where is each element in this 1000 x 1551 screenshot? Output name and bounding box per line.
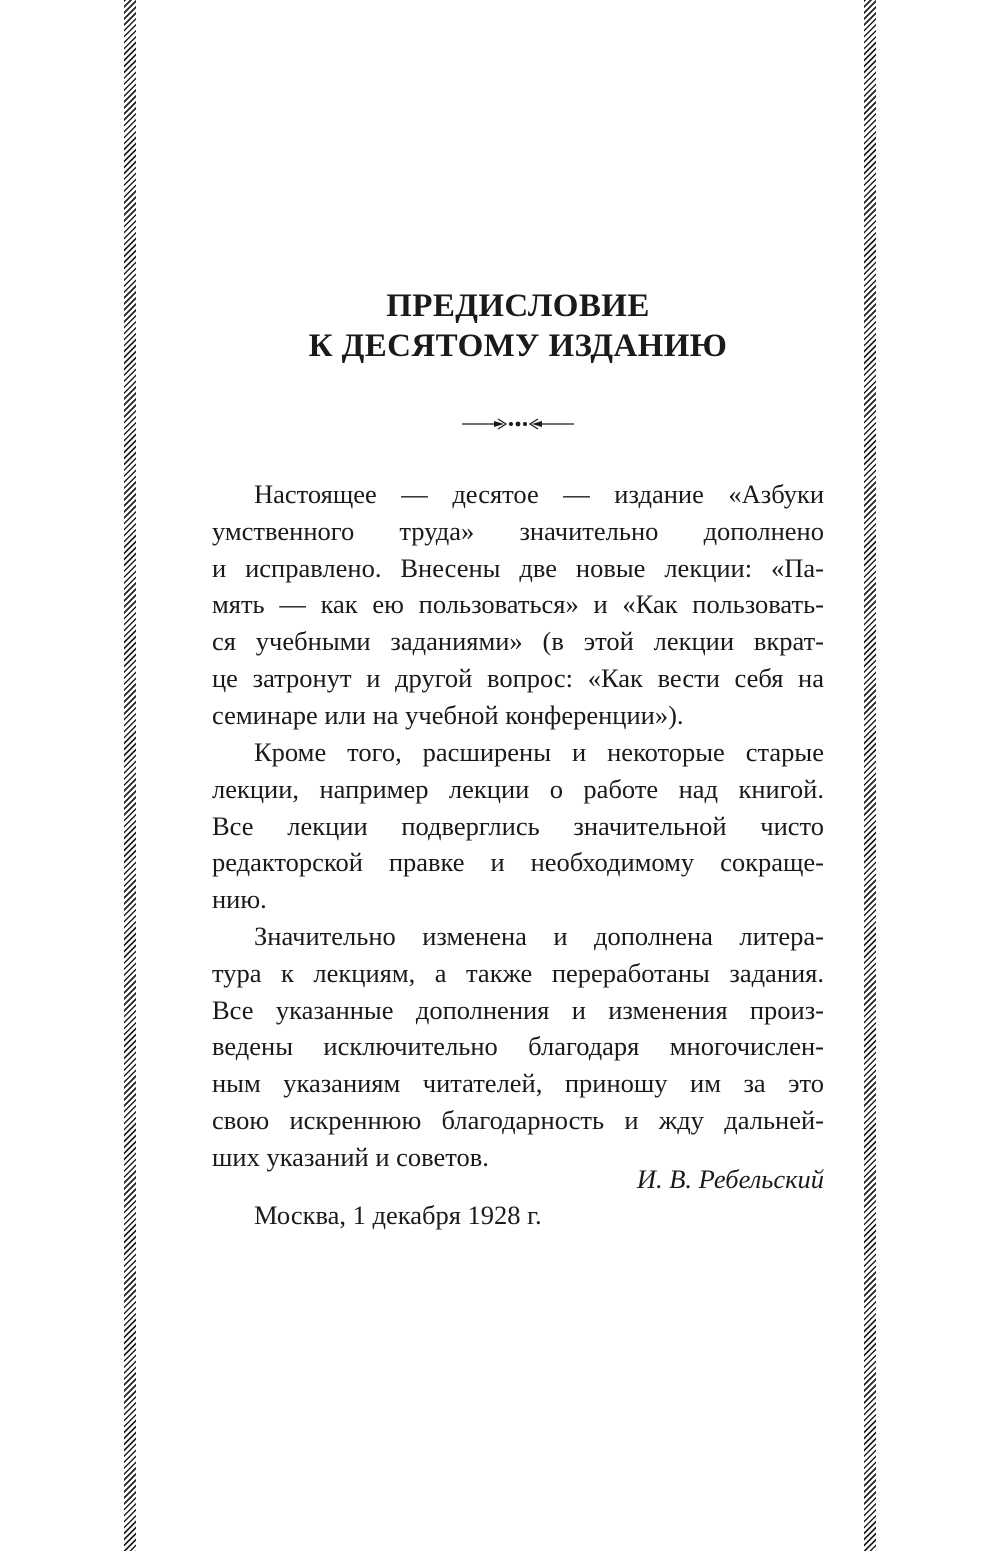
text-line: ным указаниям читателей, приношу им за это	[212, 1068, 824, 1099]
author-signature: И. В. Ребельский	[636, 1164, 824, 1194]
paragraph-2	[212, 734, 824, 918]
text-line: нию.	[212, 884, 267, 915]
text-line: свою искреннюю благодарность и жду дальней-	[212, 1104, 824, 1135]
right-border-hatch	[864, 0, 876, 1551]
text-line: и исправлено. Внесены две новые лекции: «Па-	[212, 552, 824, 583]
paragraph-1	[212, 476, 824, 734]
heading-line-2: К ДЕСЯТОМУ ИЗДАНИЮ	[308, 328, 728, 364]
text-line: ведены исключительно благодаря многочислен-	[212, 1031, 824, 1062]
text-line: мять — как ею пользоваться» и «Как пользовать-	[212, 589, 824, 620]
text-line: Настоящее — десятое — издание «Азбуки	[254, 479, 824, 509]
left-border-hatch	[124, 0, 136, 1551]
text-line: семинаре или на учебной конференции»).	[212, 699, 684, 730]
text-line: Значительно изменена и дополнена литера-	[254, 921, 824, 951]
text-line: редакторской правке и необходимому сокраще-	[212, 847, 824, 878]
heading-line-1: ПРЕДИСЛОВИЕ	[386, 288, 650, 324]
place-date-line: Москва, 1 декабря 1928 г.	[254, 1200, 542, 1230]
text-line: лекции, например лекции о работе над книгой.	[212, 773, 824, 804]
text-line: умственного труда» значительно дополнено	[212, 515, 824, 546]
text-line: ших указаний и советов.	[212, 1141, 489, 1172]
text-line: Все указанные дополнения и изменения произ-	[212, 994, 824, 1025]
text-line: Кроме того, расширены и некоторые старые	[254, 737, 824, 767]
text-line: це затронут и другой вопрос: «Как вести себя на	[212, 662, 824, 693]
chapter-heading	[200, 286, 836, 366]
text-line: Все лекции подверглись значительной чисто	[212, 810, 824, 841]
ornament-divider-icon	[462, 414, 574, 434]
paragraph-3	[212, 918, 824, 1176]
text-line: ся учебными заданиями» (в этой лекции вкрат-	[212, 626, 824, 657]
text-line: тура к лекциям, а также переработаны задания.	[212, 957, 824, 988]
